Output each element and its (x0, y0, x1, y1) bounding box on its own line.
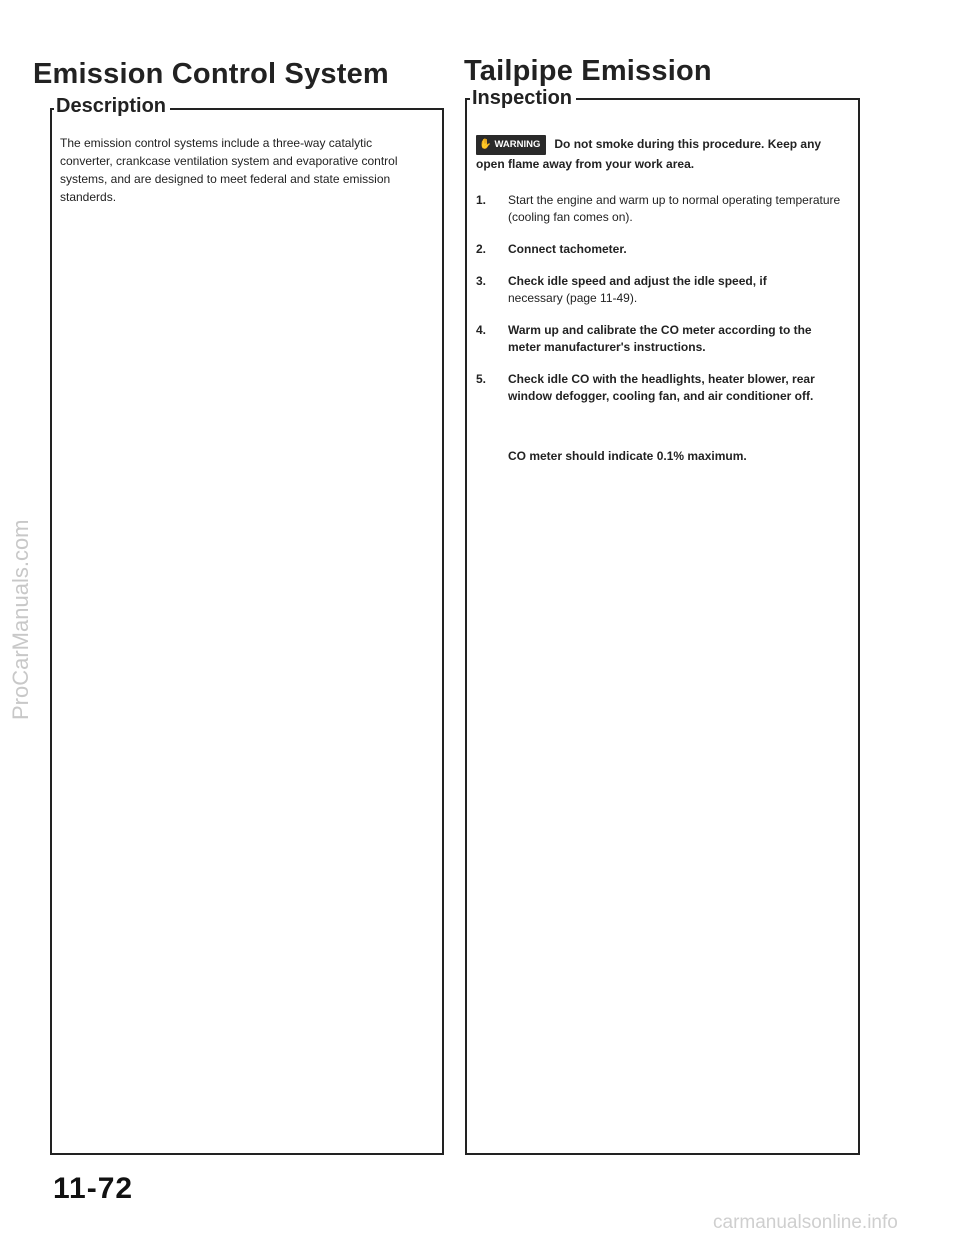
step-note: necessary (page 11-49). (508, 291, 638, 305)
step-number: 5. (476, 372, 487, 386)
description-panel (50, 108, 444, 1155)
step-number: 4. (476, 323, 487, 337)
step-number: 2. (476, 242, 487, 256)
step-number: 1. (476, 193, 487, 207)
step-text: Start the engine and warm up to normal operating temperature (cooling fan comes on). (508, 193, 841, 224)
side-watermark: ProCarManuals.com (8, 519, 33, 720)
inspection-steps (476, 192, 842, 420)
step-text: Connect tachometer. (508, 242, 627, 256)
footer-url: carmanualsonline.info (713, 1212, 898, 1233)
step-text: Check idle speed and adjust the idle speed, if (508, 274, 767, 288)
right-page-title: Tailpipe Emission (464, 55, 712, 87)
inspection-heading: Inspection (470, 87, 576, 110)
description-heading: Description (54, 95, 170, 118)
step-item (476, 192, 842, 226)
description-paragraph: The emission control systems include a three-way catalytic converter, crankcase ventilation system and evaporative control systems, and are designed to meet federal and state emission standerds. (60, 136, 398, 204)
co-result-spec: CO meter should indicate 0.1% maximum. (508, 449, 747, 463)
left-page-title: Emission Control System (33, 58, 389, 90)
warning-hand-icon: ✋ (479, 139, 492, 150)
step-text: Warm up and calibrate the CO meter according to the meter manufacturer's instructions. (508, 323, 812, 354)
step-item (476, 241, 842, 258)
step-item (476, 273, 842, 307)
step-item (476, 322, 842, 356)
step-item (476, 371, 842, 405)
step-text: Check idle CO with the headlights, heater blower, rear window defogger, cooling fan, and air conditioner off. (508, 372, 815, 403)
warning-text: Do not smoke during this procedure. Keep any open flame away from your work area. (476, 137, 822, 171)
warning-badge (476, 135, 546, 155)
page-number: 11-72 (53, 1172, 134, 1205)
step-number: 3. (476, 274, 487, 288)
warning-badge-label: WARNING (494, 139, 541, 150)
warning-notice (476, 135, 846, 173)
